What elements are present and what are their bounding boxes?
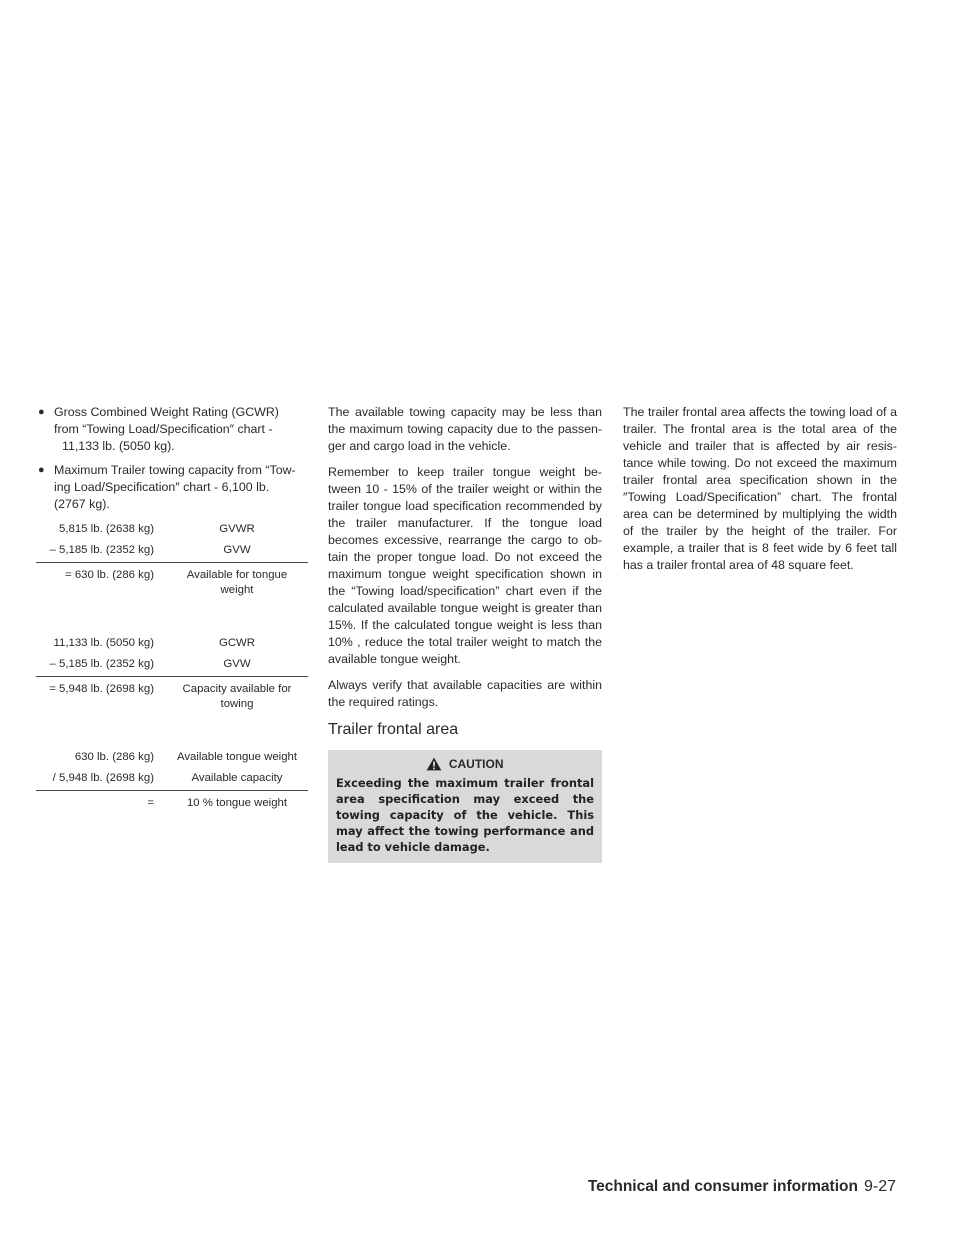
calc-label: GVW (223, 658, 251, 670)
bullet-text: Maximum Trailer towing capacity from “Tow- (54, 463, 296, 477)
calc-result: = 5,948 lb. (2698 kg) (49, 683, 154, 695)
bullet-text: 11,133 lb. (5050 kg). (62, 439, 175, 453)
paragraph-tongue-weight: Remember to keep trailer tongue weight be-tween 10 - 15% of the trailer weight or within the trailer tongue load specification recommended by the trailer manufacturer. If the tongue load becomes excessive, rearrange the cargo to ob-tain the proper tongue load. Do not exceed the maximum tongue weight specification shown in the “Towing load/specification” chart even if the calculated available tongue weight is greater than 15%. If the calculated tongue weight is less than 10% , reduce the total trailer weight to match the available tongue weight. (328, 465, 602, 666)
bullet-dot-icon: ● (38, 464, 45, 476)
calc-label: Available for tongue (186, 569, 288, 581)
column-3 (623, 404, 897, 583)
bullet-text: Gross Combined Weight Rating (GCWR) (54, 405, 279, 419)
calc-label: GVW (223, 544, 251, 556)
calc-label: Available capacity (191, 772, 283, 784)
calc-value: 5,815 lb. (2638 kg) (59, 523, 154, 535)
calculation-towing-capacity (36, 634, 308, 712)
calc-value: / 5,948 lb. (2698 kg) (52, 772, 154, 784)
footer-section-title: Technical and consumer information (587, 1178, 858, 1195)
caution-text: Exceeding the maximum trailer frontal area specification may exceed the towing capacity of the vehicle. This may affect the towing performance and lead to vehicle damage. (336, 776, 594, 854)
calc-value: 630 lb. (286 kg) (74, 751, 154, 763)
caution-title: CAUTION (448, 757, 504, 771)
warning-triangle-icon (426, 757, 442, 771)
calc-value: – 5,185 lb. (2352 kg) (49, 544, 154, 556)
calculation-tongue-weight (36, 520, 308, 598)
bullet-text: (2767 kg). (54, 497, 110, 511)
calc-label: Capacity available for (182, 683, 292, 695)
column-2 (328, 404, 602, 863)
bullet-text: from “Towing Load/Specification″ chart - (54, 422, 273, 436)
calc-label: GCWR (218, 637, 256, 649)
bullet-item-gcwr (36, 404, 308, 455)
section-title: Trailer frontal area (328, 721, 459, 738)
calculation-tongue-percent (36, 748, 308, 811)
paragraph-towing-capacity: The available towing capacity may be less than the maximum towing capacity due to the passen-ger and cargo load in the vehicle. (328, 405, 602, 453)
calc-label: weight (220, 584, 254, 596)
bullet-text: ing Load/Specification″ chart - 6,100 lb. (54, 480, 270, 494)
caution-box (328, 750, 602, 863)
page-footer (560, 1178, 896, 1196)
calc-label: towing (220, 698, 254, 710)
calc-label: 10 % tongue weight (186, 797, 288, 809)
column-1 (36, 404, 308, 811)
bullet-dot-icon: ● (38, 406, 45, 418)
calc-result: = (147, 797, 154, 809)
paragraph-verify: Always verify that available capacities are within the required ratings. (328, 678, 602, 709)
calc-label: Available tongue weight (176, 751, 298, 763)
calc-result: = 630 lb. (286 kg) (65, 569, 154, 581)
calc-value: – 5,185 lb. (2352 kg) (49, 658, 154, 670)
page-number: 9-27 (863, 1178, 896, 1195)
calc-value: 11,133 lb. (5050 kg) (53, 637, 154, 649)
paragraph-frontal-area: The trailer frontal area affects the towing load of a trailer. The frontal area is the total area of the vehicle and trailer that is affected by air resis-tance while towing. Do not exceed the maximum trailer frontal area specification shown in the ″Towing Load/Specification” chart. The frontal area can be determined by multiplying the width of the trailer by the height of the trailer. For example, a trailer that is 8 feet wide by 6 feet tall has a trailer frontal area of 48 square feet. (623, 405, 897, 572)
calc-label: GVWR (219, 523, 255, 535)
bullet-item-max-trailer (36, 462, 308, 513)
